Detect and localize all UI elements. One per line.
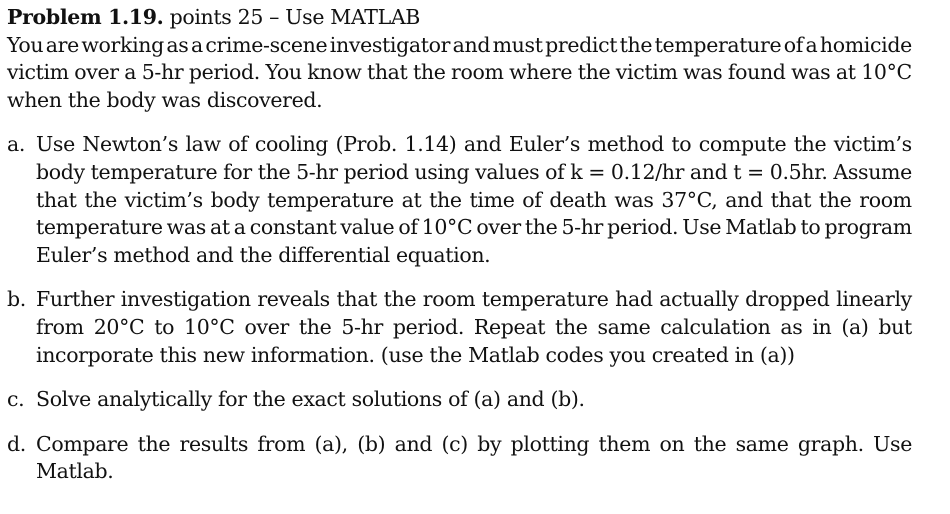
intro-line-1: You are working as a crime-scene investigator and must predict the temperature of a homicide (7, 32, 912, 57)
part-d-line-1: Compare the results from (a), (b) and (c) by plotting them on the same graph. Use (36, 431, 912, 456)
part-b-marker: b. (7, 287, 26, 312)
part-c (7, 386, 912, 414)
part-a-marker: a. (7, 132, 26, 157)
part-a-line-1: Use Newton’s law of cooling (Prob. 1.14) and Euler’s method to compute the victim’s (36, 132, 912, 157)
intro-line-3: when the body was discovered. (7, 87, 323, 112)
part-a-line-4: temperature was at a constant value of 10°C over the 5-hr period. Use Matlab to program (36, 215, 912, 240)
part-a-line-2: body temperature for the 5-hr period using values of k = 0.12/hr and t = 0.5hr. Assume (36, 159, 912, 184)
part-b-line-1: Further investigation reveals that the room temperature had actually dropped linearly (36, 287, 912, 312)
part-c-marker: c. (7, 387, 25, 412)
part-c-line-1: Solve analytically for the exact solutions of (a) and (b). (36, 387, 585, 412)
problem-points: points 25 – Use MATLAB (169, 5, 421, 29)
part-b-line-2: from 20°C to 10°C over the 5-hr period. Repeat the same calculation as in (a) but (36, 314, 912, 339)
part-a-line-3: that the victim’s body temperature at the time of death was 37°C, and that the room (36, 187, 912, 212)
part-a (7, 131, 912, 269)
part-d (7, 431, 912, 486)
intro-line-2: victim over a 5-hr period. You know that the room where the victim was found was at 10°C (7, 60, 912, 85)
problem-document (7, 4, 912, 486)
part-b (7, 286, 912, 369)
part-d-marker: d. (7, 431, 26, 456)
intro-paragraph (7, 32, 912, 115)
problem-header (7, 4, 912, 32)
part-b-line-3: incorporate this new information. (use the Matlab codes you created in (a)) (36, 342, 795, 367)
part-a-line-5: Euler’s method and the differential equation. (36, 242, 491, 267)
problem-title: Problem 1.19. (7, 5, 164, 29)
part-d-line-2: Matlab. (36, 459, 114, 484)
